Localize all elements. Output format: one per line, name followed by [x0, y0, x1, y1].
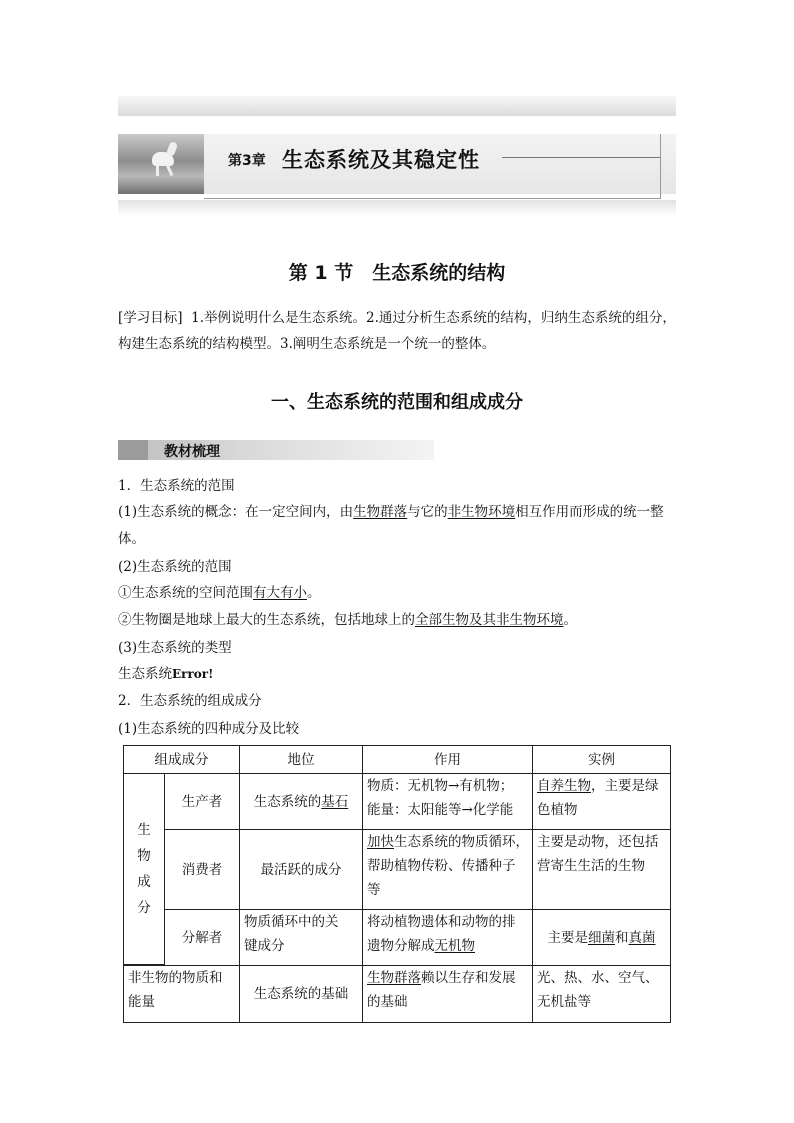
table-cell: 将动植物遗体和动物的排 遗物分解成无机物 — [362, 909, 533, 966]
objectives-line2: 构建生态系统的结构模型。3.阐明生态系统是一个统一的整体。 — [118, 336, 496, 352]
paragraph-error: 生态系统Error! — [118, 666, 214, 682]
table-header: 作用 — [362, 745, 533, 774]
table-cell: 非生物的物质和 能量 — [123, 965, 240, 1023]
chapter-title: 生态系统及其稳定性 — [282, 148, 480, 172]
objectives-line1: [学习目标] 1.举例说明什么是生态系统。2.通过分析生态系统的结构，归纳生态系统的组分， — [118, 310, 676, 326]
table-cell: 加快生态系统的物质循环， 帮助植物传粉、传播种子 等 — [362, 829, 533, 910]
objectives-label: [学习目标] — [118, 310, 183, 326]
banner-top-gradient — [118, 96, 676, 116]
biotic-group-label: 生 物 成 分 — [123, 773, 165, 965]
banner-rule — [502, 157, 660, 158]
table-cell: 生态系统的基础 — [239, 965, 363, 1023]
table-cell: 主要是细菌和真菌 — [532, 909, 671, 966]
heading-1: 1．生态系统的范围 — [118, 478, 235, 494]
table-cell: 物质循环中的关 键成分 — [239, 909, 363, 966]
table-header: 地位 — [239, 745, 363, 774]
paragraph-range: (2)生态系统的范围 — [118, 559, 232, 575]
table-header: 组成成分 — [123, 745, 240, 774]
table-cell: 生物群落赖以生存和发展 的基础 — [362, 965, 533, 1023]
table-cell: 物质：无机物→有机物； 能量：太阳能等→化学能 — [362, 773, 533, 830]
section-tag — [118, 440, 434, 460]
chapter-banner — [118, 96, 676, 218]
table-cell: 主要是动物，还包括 营寄生生活的生物 — [532, 829, 671, 910]
banner-shadow — [118, 200, 676, 216]
table-cell: 最活跃的成分 — [239, 829, 363, 910]
paragraph-biosphere: ②生物圈是地球上最大的生态系统，包括地球上的全部生物及其非生物环境。 — [118, 612, 577, 628]
heading-2: 2．生态系统的组成成分 — [118, 693, 262, 709]
table-cell: 生态系统的基石 — [239, 773, 363, 830]
table-cell: 光、热、水、空气、 无机盐等 — [532, 965, 671, 1023]
paragraph-types: (3)生态系统的类型 — [118, 640, 232, 656]
components-table — [123, 745, 671, 1023]
chapter-number: 第3章 — [228, 153, 266, 169]
paragraph-space: ①生态系统的空间范围有大有小。 — [118, 585, 321, 601]
table-cell: 分解者 — [164, 909, 240, 966]
part-title: 一、生态系统的范围和组成成分 — [271, 392, 523, 413]
table-cell: 消费者 — [164, 829, 240, 910]
section-tag-label: 教材梳理 — [164, 444, 220, 460]
section-title: 第 1 节 生态系统的结构 — [288, 262, 506, 284]
table-header: 实例 — [532, 745, 671, 774]
table-cell: 自养生物，主要是绿 色植物 — [532, 773, 671, 830]
paragraph-concept: (1)生态系统的概念：在一定空间内，由生物群落与它的非生物环境相互作用而形成的统一整 — [118, 504, 664, 520]
table-cell: 生产者 — [164, 773, 240, 830]
paragraph-table-intro: (1)生态系统的四种成分及比较 — [118, 721, 300, 737]
horse-photo — [118, 134, 204, 194]
paragraph-concept-end: 体。 — [118, 531, 145, 547]
